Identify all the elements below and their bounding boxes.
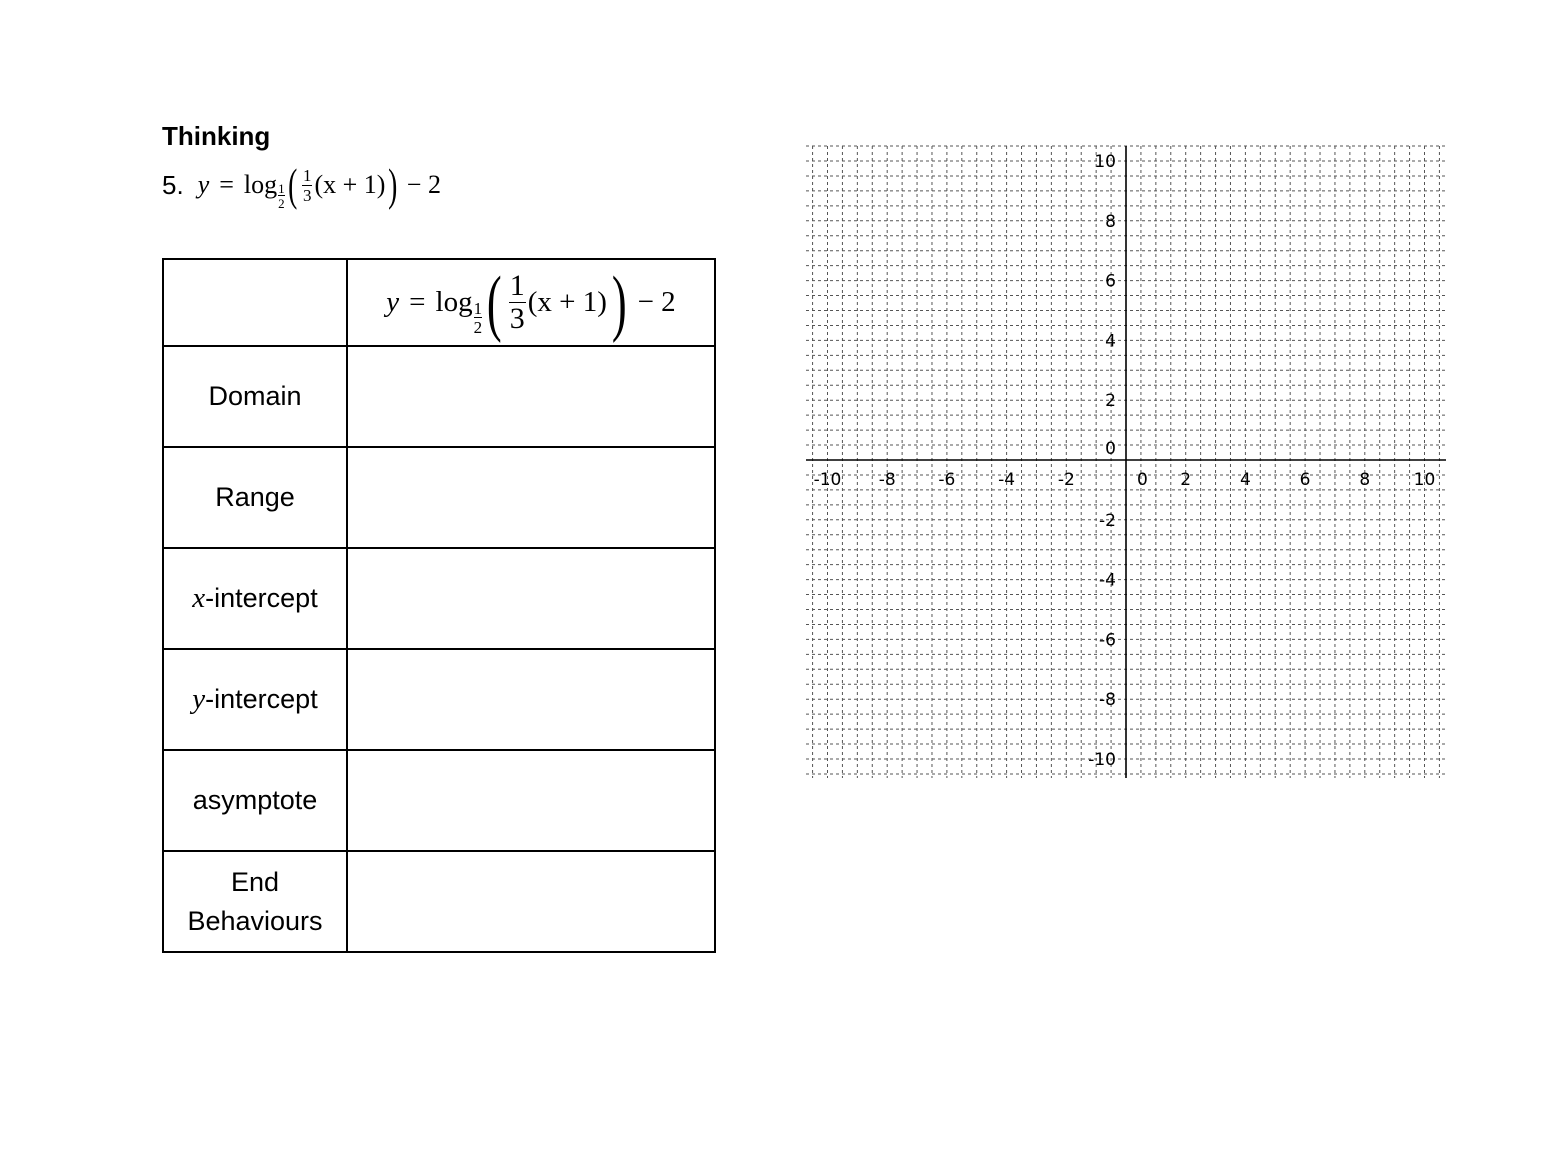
x-tick-label: 10 bbox=[1413, 470, 1436, 490]
y-tick-label: 2 bbox=[1105, 391, 1116, 412]
y-tick-label: 6 bbox=[1105, 271, 1116, 292]
section-heading: Thinking bbox=[162, 121, 271, 151]
problem-equation bbox=[198, 160, 441, 210]
x-intercept-text: -intercept bbox=[205, 583, 318, 613]
eq-equals: = bbox=[219, 170, 234, 199]
row-value-domain[interactable] bbox=[347, 346, 715, 447]
hdr-base-num: 1 bbox=[473, 298, 483, 318]
eq-open-paren: ( bbox=[287, 159, 297, 210]
x-tick-label: 6 bbox=[1299, 470, 1311, 490]
eq-close-paren: ) bbox=[388, 159, 398, 210]
table-row-x-intercept bbox=[163, 548, 715, 649]
hdr-open-paren: ( bbox=[487, 261, 502, 344]
end-behaviours-line2: Behaviours bbox=[187, 905, 323, 936]
hdr-base-den: 2 bbox=[473, 317, 483, 337]
hdr-eq-log-base bbox=[474, 300, 483, 336]
y-tick-label: -10 bbox=[1088, 750, 1116, 770]
table-row-end-behaviours bbox=[163, 851, 715, 952]
eq-base-den: 2 bbox=[278, 196, 285, 211]
row-value-asymptote[interactable] bbox=[347, 750, 715, 851]
y-tick-label: 8 bbox=[1105, 211, 1116, 232]
table-row-asymptote bbox=[163, 750, 715, 851]
row-value-x-intercept[interactable] bbox=[347, 548, 715, 649]
y-tick-label: 4 bbox=[1105, 331, 1116, 352]
eq-inner-num: 1 bbox=[302, 165, 312, 185]
header-equation bbox=[386, 261, 676, 344]
y-tick-label: 10 bbox=[1094, 152, 1116, 172]
header-equation-cell bbox=[347, 259, 715, 346]
hdr-eq-tail: − 2 bbox=[637, 286, 676, 318]
y-intercept-text: -intercept bbox=[205, 684, 318, 714]
table-header-row bbox=[163, 259, 715, 346]
hdr-eq-lhs: y bbox=[386, 286, 400, 318]
x-tick-label: -10 bbox=[813, 470, 842, 490]
table-row-y-intercept bbox=[163, 649, 715, 750]
eq-log: log bbox=[243, 170, 278, 199]
hdr-eq-log: log bbox=[435, 286, 473, 318]
eq-log-base bbox=[278, 182, 285, 210]
y-variable: y bbox=[192, 683, 206, 715]
header-empty-cell bbox=[163, 259, 347, 346]
y-tick-label: -6 bbox=[1099, 630, 1116, 651]
x-tick-label: 8 bbox=[1359, 470, 1371, 490]
table-row-range bbox=[163, 447, 715, 548]
hdr-inner-fraction bbox=[509, 271, 526, 334]
y-tick-label: 0 bbox=[1105, 439, 1116, 459]
y-tick-label: -8 bbox=[1099, 690, 1116, 711]
x-tick-label: -4 bbox=[998, 470, 1016, 490]
coordinate-grid[interactable] bbox=[800, 140, 1460, 790]
row-label-range: Range bbox=[163, 447, 347, 548]
row-label-x-intercept bbox=[163, 548, 347, 649]
hdr-eq-equals: = bbox=[409, 286, 426, 318]
y-tick-label: -2 bbox=[1099, 510, 1116, 531]
y-tick-label: -4 bbox=[1099, 570, 1116, 591]
x-tick-label: -6 bbox=[938, 470, 956, 490]
x-tick-label: -8 bbox=[878, 470, 896, 490]
row-value-end-behaviours[interactable] bbox=[347, 851, 715, 952]
x-tick-label: 0 bbox=[1137, 470, 1148, 490]
eq-base-num: 1 bbox=[278, 181, 285, 196]
row-label-asymptote: asymptote bbox=[163, 750, 347, 851]
x-tick-label: 4 bbox=[1239, 470, 1251, 490]
row-value-y-intercept[interactable] bbox=[347, 649, 715, 750]
problem-number: 5. bbox=[162, 169, 184, 200]
hdr-inner-num: 1 bbox=[509, 269, 525, 302]
hdr-inner-arg: (x + 1) bbox=[527, 286, 607, 318]
x-tick-label: 2 bbox=[1180, 470, 1192, 490]
row-label-end-behaviours bbox=[163, 851, 347, 952]
properties-table bbox=[162, 258, 716, 953]
x-tick-label: -2 bbox=[1057, 470, 1075, 490]
row-value-range[interactable] bbox=[347, 447, 715, 548]
hdr-inner-den: 3 bbox=[509, 302, 525, 335]
end-behaviours-line1: End bbox=[230, 866, 280, 897]
x-variable: x bbox=[192, 582, 206, 614]
eq-inner-fraction bbox=[302, 167, 313, 204]
hdr-close-paren: ) bbox=[611, 261, 627, 344]
table-row-domain bbox=[163, 346, 715, 447]
problem-statement bbox=[162, 160, 441, 210]
eq-inner-den: 3 bbox=[302, 185, 312, 205]
eq-lhs: y bbox=[197, 170, 210, 199]
eq-tail: − 2 bbox=[406, 170, 441, 199]
row-label-y-intercept bbox=[163, 649, 347, 750]
row-label-domain: Domain bbox=[163, 346, 347, 447]
eq-inner-arg: (x + 1) bbox=[314, 170, 386, 199]
